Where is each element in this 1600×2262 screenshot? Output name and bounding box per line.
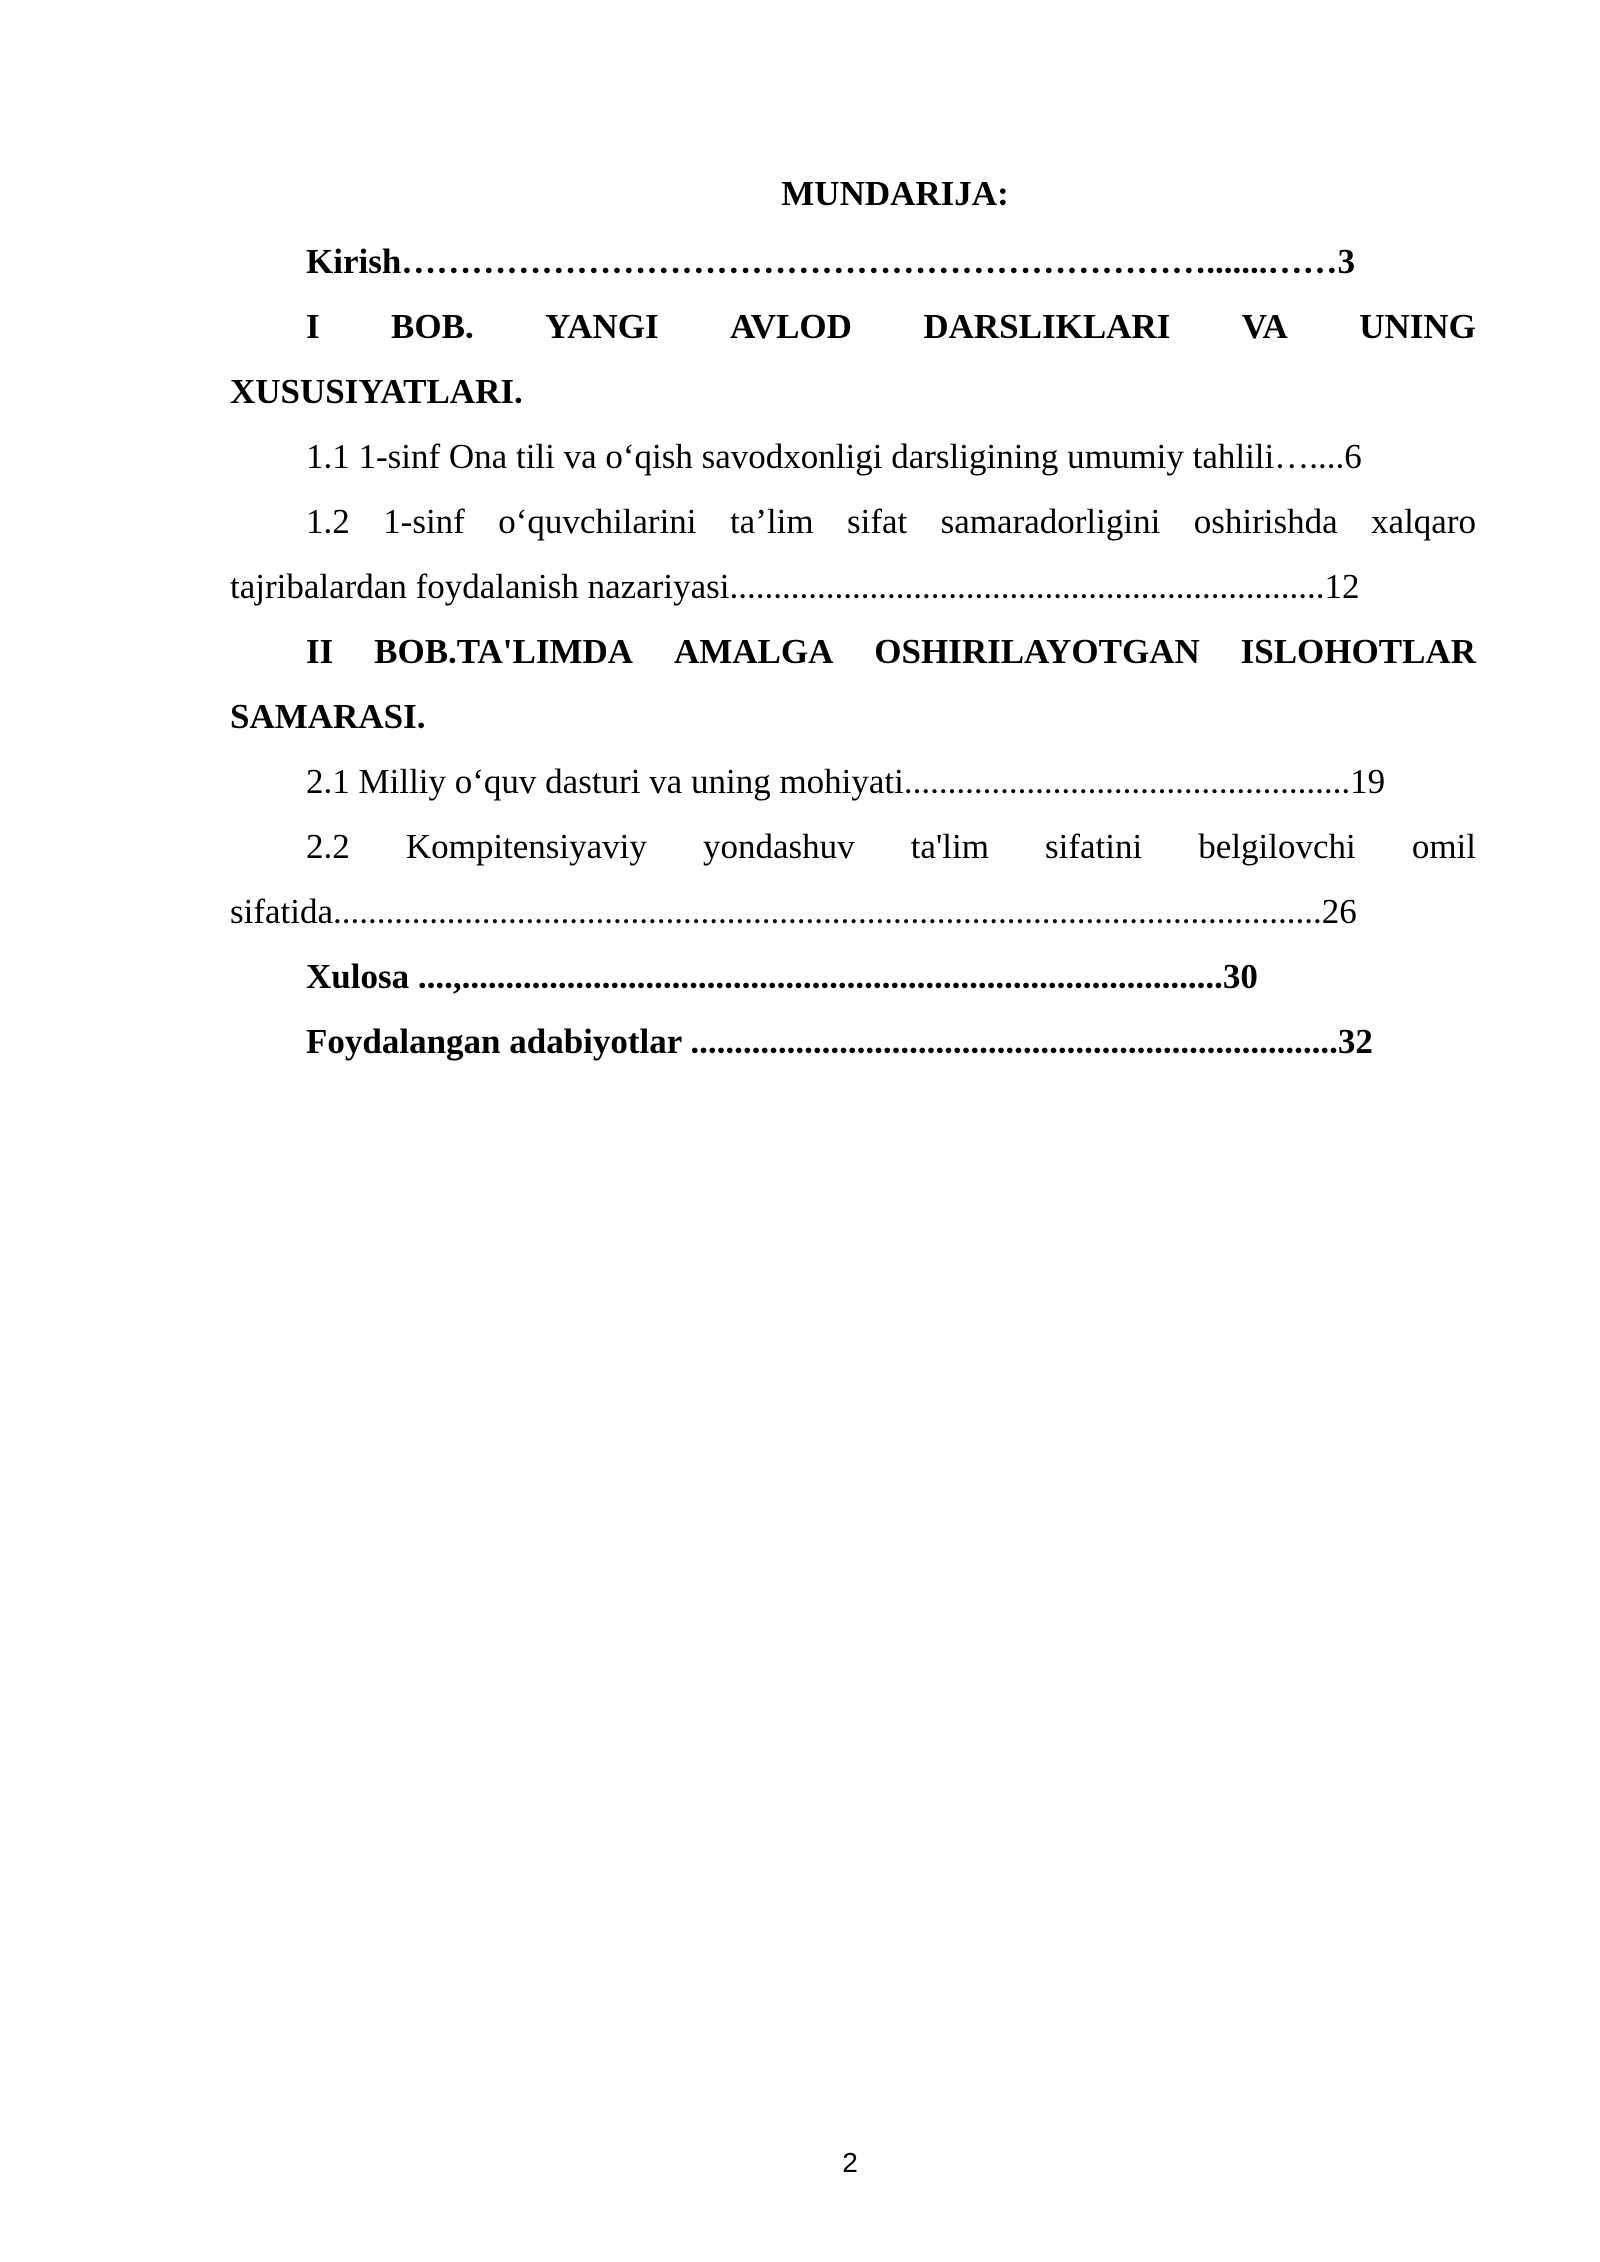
toc-entry-1-2 <box>306 500 1476 544</box>
toc-word: Kompitensiyaviy <box>405 827 647 866</box>
toc-word: AMALGA <box>673 632 834 671</box>
toc-entry-kirish: Kirish…………………………………………………………….......……3 <box>306 242 1356 281</box>
toc-entry-1-1: 1.1 1-sinf Ona tili va o‘qish savodxonligi darsligining umumiy tahlili…....6 <box>306 437 1362 476</box>
toc-word: ISLOHOTLAR <box>1240 632 1476 671</box>
toc-entry-xulosa: Xulosa ....,.......................................................................................30 <box>306 957 1258 996</box>
toc-word: AVLOD <box>730 307 852 346</box>
toc-word: BOB. <box>391 307 474 346</box>
toc-word: samaradorligini <box>940 502 1161 541</box>
toc-word: OSHIRILAYOTGAN <box>874 632 1200 671</box>
toc-word: 1.2 <box>306 502 350 541</box>
toc-word: DARSLIKLARI <box>923 307 1171 346</box>
toc-word: II <box>306 632 334 671</box>
toc-entry-bob1-continued: XUSUSIYATLARI. <box>230 372 523 411</box>
toc-word: I <box>306 307 320 346</box>
toc-word: ta’lim <box>729 502 814 541</box>
toc-word: o‘quvchilarini <box>498 502 697 541</box>
toc-word: sifatini <box>1045 827 1143 866</box>
toc-word: omil <box>1411 827 1476 866</box>
toc-word: VA <box>1241 307 1288 346</box>
page-number: 2 <box>842 2147 858 2178</box>
toc-word: YANGI <box>545 307 659 346</box>
toc-word: sifat <box>846 502 908 541</box>
toc-word: yondashuv <box>702 827 855 866</box>
toc-word: belgilovchi <box>1198 827 1356 866</box>
toc-word: xalqaro <box>1371 502 1476 541</box>
toc-word: 2.2 <box>306 827 350 866</box>
toc-word: BOB.TA'LIMDA <box>374 632 634 671</box>
toc-entry-bob2 <box>306 630 1476 674</box>
toc-entry-2-2-continued: sifatida.................................................................................................................26 <box>230 892 1357 931</box>
toc-entry-2-1: 2.1 Milliy o‘quv dasturi va uning mohiyati...................................................19 <box>306 762 1386 801</box>
toc-word: 1-sinf <box>383 502 465 541</box>
toc-word: ta'lim <box>910 827 989 866</box>
toc-title: MUNDARIJA: <box>781 174 1009 213</box>
toc-entry-1-2-continued: tajribalardan foydalanish nazariyasi....................................................................12 <box>230 567 1360 606</box>
toc-word: UNING <box>1359 307 1476 346</box>
toc-entry-adabiyotlar: Foydalangan adabiyotlar ..........................................................................32 <box>306 1022 1373 1061</box>
toc-entry-bob2-continued: SAMARASI. <box>230 697 426 736</box>
toc-entry-bob1 <box>306 305 1476 349</box>
toc-word: oshirishda <box>1193 502 1338 541</box>
toc-entry-2-2 <box>306 825 1476 869</box>
